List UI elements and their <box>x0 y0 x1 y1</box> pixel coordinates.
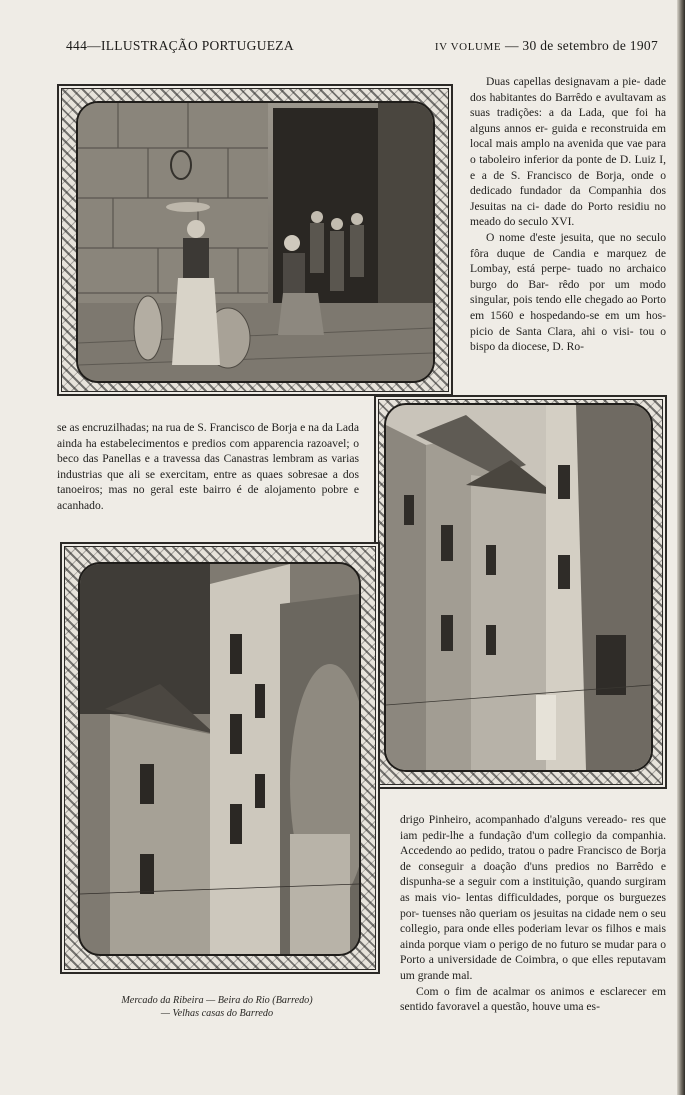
publication-title: ILLUSTRAÇÃO PORTUGUEZA <box>100 38 294 53</box>
photo-beira-do-rio <box>384 403 653 772</box>
volume-label: IV VOLUME <box>434 41 502 53</box>
market-scene-image <box>78 103 433 381</box>
caption-line-2: — Velhas casas do Barredo <box>160 1008 274 1019</box>
article-column-bottom-right <box>400 812 666 1015</box>
caption-line-1: Mercado da Ribeira — Beira do Rio (Barredo) <box>121 995 313 1006</box>
paragraph-jesuita: O nome d'este jesuita, que no seculo fôra duque de Candia e marquez de Lombay, está perpe- tuado no archaico burgo do Bar- rêdo por um modo singular, pois tendo elle chegado ao Porto em 1560 e hospedando-se em um hos- picio de Santa Clara, ahi o visi- tou o bispo da diocese, D. Ro- <box>470 230 667 354</box>
paragraph-pinheiro: drigo Pinheiro, acompanhado d'alguns vereado- res que iam pedir-lhe a fundação d'um collegio da companhia. Accedendo ao pedido, tratou o padre Francisco de Borja de conseguir a doação d'uns predios no Barrêdo e dispunha-se a seguir com a instituição, quando surgiram as mais vio- lentas difficuldades, porque os burguezes por- tuenses não queriam os jesuitas na cidade nem o seu collegio, para onde elles poderiam levar os filhos e mais ainda porque viam o perigo de no futuro se mudar para o Porto a universidade de Coimbra, o que elles reputavam um grande mal. <box>400 813 667 982</box>
page-edge-shadow <box>677 0 685 1095</box>
header-dash: — <box>87 38 101 53</box>
photo-velhas-casas-do-barredo <box>78 562 361 956</box>
article-column-top-right <box>470 74 666 355</box>
paragraph-encruzilhadas: se as encruzilhadas; na rua de S. Francisco de Borja e na da Lada ainda ha estabelecimentos e predios com apparencia razoavel; o beco das Panellas e a travessa das Canastras lembram as varias industrias que ali se exercitam, entre as quaes sobresae a dos tanoeiros; mas no geral este bairro é de alojamento pobre e acanhado. <box>57 421 360 512</box>
velhas-casas-image <box>80 564 359 954</box>
page-header <box>66 38 658 58</box>
photo-mercado-da-ribeira <box>76 101 435 383</box>
issue-date: — 30 de setembro de 1907 <box>504 38 658 53</box>
paragraph-capellas: Duas capellas designavam a pie- dade dos habitantes do Barrêdo e avultavam as suas tradições: a da Lada, que foi ha alguns annos er- guida e reconstruida em local mais amplo na avenida que vae para o taboleiro inferior da ponte de D. Luiz I, e a de S. Francisco de Borja, onde o dedicado fundador da Companhia dos Jesuitas na ci- dade do Porto residiu no meado do seculo XVI. <box>470 75 666 229</box>
page-number: 444 <box>66 38 88 53</box>
header-right <box>435 38 658 54</box>
paragraph-acalmar: Com o fim de acalmar os animos e esclarecer em sentido favoravel a questão, houve uma es- <box>400 984 666 1014</box>
beira-do-rio-image <box>386 405 651 770</box>
header-left <box>66 38 294 54</box>
photo-caption <box>66 994 368 1020</box>
article-column-middle-left <box>57 420 359 514</box>
